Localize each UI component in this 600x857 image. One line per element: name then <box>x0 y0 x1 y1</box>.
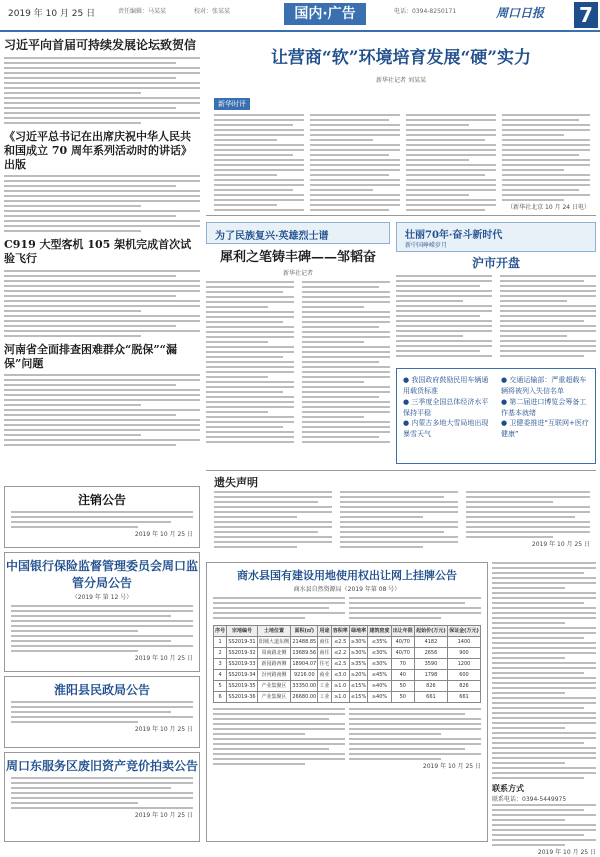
digest-item: ● 卫健委推进“互联网+医疗健康” <box>501 419 589 439</box>
lost-notices <box>206 470 596 560</box>
issue-date: 2019 年 10 月 25 日 <box>8 9 96 19</box>
land-table-cell: 50 <box>391 691 414 702</box>
land-table-cell: 住宅 <box>318 658 331 669</box>
cancellation-title: 注销公告 <box>77 493 126 507</box>
lost-date: 2019 年 10 月 25 日 <box>531 541 590 548</box>
land-table-header: 建筑密度 <box>368 625 391 636</box>
civil-date: 2019 年 10 月 25 日 <box>134 726 193 733</box>
land-table-cell: SS2019-36 <box>227 691 258 702</box>
land-table-cell: 661 <box>414 691 447 702</box>
land-table-header: 面积(㎡) <box>291 625 318 636</box>
land-table-cell: 1400 <box>447 636 480 647</box>
newspaper-brand: 周口日报 <box>496 6 545 20</box>
right-bottom-notices <box>492 562 596 856</box>
contact-phone: 联系电话：0394-5449975 <box>492 796 567 803</box>
land-table-cell: 1200 <box>447 658 480 669</box>
land-notice <box>206 562 488 842</box>
story3-title: C919 大型客机 105 架机完成首次试验飞行 <box>4 238 192 265</box>
land-table-cell: 4 <box>214 669 227 680</box>
civil-affairs-notice <box>4 676 200 748</box>
land-table-cell: 商住 <box>318 647 331 658</box>
main-byline: 新华社记者 刘某某 <box>376 77 426 85</box>
land-table-cell: 661 <box>447 691 480 702</box>
land-intro-col1 <box>213 597 345 622</box>
land-table-cell: 40/70 <box>391 636 414 647</box>
story4-title: 河南省全面排查困难群众“脱保”“漏保”问题 <box>4 342 177 370</box>
land-table-cell: 2 <box>214 647 227 658</box>
land-table-cell: ≤2.2 <box>331 647 349 658</box>
land-table-cell: 商业 <box>318 669 331 680</box>
main-col4 <box>502 114 590 212</box>
land-table-cell: 900 <box>447 647 480 658</box>
land-table-cell: ≤3.0 <box>331 669 349 680</box>
heroes-banner-text: 为了民族复兴·英雄烈士谱 <box>215 231 329 242</box>
land-table-cell: 6 <box>214 691 227 702</box>
digest-col1 <box>403 375 493 440</box>
land-table-cell: ≤2.5 <box>331 658 349 669</box>
city-banner <box>396 222 596 252</box>
heroes-banner <box>206 222 390 244</box>
land-table-cell: 2656 <box>414 647 447 658</box>
digest-item: ● 第二届进口博览会筹备工作基本就绪 <box>501 397 587 417</box>
bank-subtitle: （2019 年 第 12 号） <box>71 594 133 601</box>
city-story <box>396 254 596 364</box>
land-table-cell: 9216.00 <box>291 669 318 680</box>
land-table-header: 容积率 <box>331 625 349 636</box>
city-col2 <box>500 275 596 360</box>
land-title: 商水县国有建设用地使用权出让网上挂牌公告 <box>237 569 457 582</box>
land-table-cell: ≥35% <box>349 658 368 669</box>
cancellation-notice <box>4 486 200 548</box>
land-table-cell: SS2019-34 <box>227 669 258 680</box>
news-digest <box>396 368 596 464</box>
land-table-cell: SS2019-32 <box>227 647 258 658</box>
land-table-cell: ≥40% <box>368 680 391 691</box>
land-table-cell: 18904.07 <box>291 658 318 669</box>
land-table-cell: 26680.00 <box>291 691 318 702</box>
land-table-cell: 826 <box>414 680 447 691</box>
land-table-row <box>214 647 481 658</box>
land-table-cell: ≥40% <box>368 691 391 702</box>
land-rules-col1 <box>213 708 345 768</box>
land-table-cell: 新园路西侧 <box>257 658 290 669</box>
land-table-cell: 产业集聚区 <box>257 680 290 691</box>
auction-title: 周口东服务区废旧资产竞价拍卖公告 <box>5 759 198 773</box>
land-table-cell: SS2019-35 <box>227 680 258 691</box>
land-date: 2019 年 10 月 25 日 <box>422 762 481 770</box>
lost-col1 <box>214 491 332 551</box>
land-table-cell: 工业 <box>318 680 331 691</box>
civil-title: 淮阳县民政局公告 <box>53 683 150 697</box>
auction-notice <box>4 752 200 842</box>
land-table-row <box>214 680 481 691</box>
main-date-note: （新华社北京 10 月 24 日电） <box>507 204 590 211</box>
land-rules-col2 <box>349 708 481 771</box>
main-col1 <box>214 114 304 214</box>
land-table-cell: 周商路北侧 <box>257 647 290 658</box>
land-table-cell: 阳城大道东侧 <box>257 636 290 647</box>
land-table-cell: ≤2.5 <box>331 636 349 647</box>
land-table-row <box>214 658 481 669</box>
land-table-cell: 40/70 <box>391 647 414 658</box>
land-table-cell: ≤15% <box>349 680 368 691</box>
land-table-cell: ≤45% <box>368 669 391 680</box>
page-number: 7 <box>574 2 598 28</box>
land-table-cell: 4182 <box>414 636 447 647</box>
land-table-cell: 工业 <box>318 691 331 702</box>
contact-date: 2019 年 10 月 25 日 <box>537 848 596 856</box>
digest-item: ● 三季度全国总体经济水平保持平稳 <box>403 397 489 417</box>
digest-item: ● 我国政府鼓励民用车辆通用载货标准 <box>403 376 489 395</box>
land-table-cell: 600 <box>447 669 480 680</box>
heroes-story <box>206 246 390 464</box>
land-table-cell: ≤35% <box>368 636 391 647</box>
land-table-cell: 826 <box>447 680 480 691</box>
land-table-cell: ≤15% <box>349 691 368 702</box>
land-table-cell: 5 <box>214 680 227 691</box>
contact-title: 联系方式 <box>492 784 524 793</box>
column-tag: 新华时评 <box>214 98 250 110</box>
heroes-col2 <box>302 281 390 446</box>
city-banner-sub: 新中国峥嵘岁月 <box>405 242 448 249</box>
page-header <box>0 0 600 32</box>
land-table-row <box>214 669 481 680</box>
cancellation-date: 2019 年 10 月 25 日 <box>134 531 193 538</box>
lost-col2 <box>340 491 458 551</box>
land-table-cell: 13689.56 <box>291 647 318 658</box>
land-table-cell: 3590 <box>414 658 447 669</box>
land-table-cell: 40 <box>391 669 414 680</box>
land-table-header: 出让年限 <box>391 625 414 636</box>
land-table-cell: ≥1.0 <box>331 680 349 691</box>
land-table-cell: 70 <box>391 658 414 669</box>
land-table-cell: ≥1.0 <box>331 691 349 702</box>
land-table <box>213 625 481 703</box>
bank-date: 2019 年 10 月 25 日 <box>134 654 193 662</box>
digest-item: ● 交通运输部：严重超载车辆将被列入失信名单 <box>501 376 587 395</box>
land-table-cell: 产业集聚区 <box>257 691 290 702</box>
land-table-cell: ≥20% <box>349 669 368 680</box>
land-table-cell: 1 <box>214 636 227 647</box>
land-table-cell: SS2019-33 <box>227 658 258 669</box>
hotline: 电话：0394-8250171 <box>394 8 457 15</box>
main-story <box>206 38 596 216</box>
auction-date: 2019 年 10 月 25 日 <box>134 812 193 819</box>
bank-notice <box>4 552 200 672</box>
land-table-header: 用途 <box>318 625 331 636</box>
city-banner-text: 壮丽70年·奋斗新时代 <box>405 230 503 241</box>
heroes-byline: 新华社记者 <box>282 270 313 278</box>
story2-title: 《习近平总书记在出席庆祝中华人民共和国成立 70 周年系列活动时的讲话》出版 <box>4 130 192 171</box>
land-table-header: 宗地编号 <box>227 625 258 636</box>
land-table-cell: 3 <box>214 658 227 669</box>
main-col3 <box>406 114 496 214</box>
land-table-cell: ≤30% <box>368 647 391 658</box>
digest-item: ● 内蒙古多地大雪局地出现暴雪天气 <box>403 419 489 439</box>
digest-col2 <box>501 375 591 440</box>
land-table-cell: 21488.85 <box>291 636 318 647</box>
land-table-cell: 50 <box>391 680 414 691</box>
land-table-row <box>214 636 481 647</box>
land-table-cell: ≥30% <box>349 647 368 658</box>
city-col1 <box>396 275 492 360</box>
land-subtitle: 商水县自然资源局（2019 年第 08 号） <box>293 586 401 593</box>
heroes-col1 <box>206 281 294 446</box>
land-table-header: 保证金(万元) <box>447 625 480 636</box>
land-table-row <box>214 691 481 702</box>
land-table-header: 序号 <box>214 625 227 636</box>
story4-body <box>4 374 200 446</box>
city-title: 沪市开盘 <box>471 256 520 270</box>
story2-body <box>4 175 200 232</box>
story1-body <box>4 57 200 124</box>
land-table-cell: 汾河路南侧 <box>257 669 290 680</box>
land-table-header: 土地位置 <box>257 625 290 636</box>
main-col2 <box>310 114 400 214</box>
section-title: 国内·广告 <box>284 3 366 25</box>
editor-credit: 责任编辑：马某某 <box>118 8 167 15</box>
main-headline: 让营商“软”环境培育发展“硬”实力 <box>270 48 532 68</box>
land-intro-col2 <box>349 597 481 622</box>
land-table-cell: ≥30% <box>349 636 368 647</box>
land-table-header: 起始价(万元) <box>414 625 447 636</box>
proof-credit: 校对：张某某 <box>194 8 231 15</box>
story1-title: 习近平向首届可持续发展论坛致贺信 <box>4 38 197 52</box>
land-table-header: 绿地率 <box>349 625 368 636</box>
heroes-title: 犀利之笔铸丰碑——邹韬奋 <box>219 250 376 265</box>
bank-title: 中国银行保险监督管理委员会周口监管分局公告 <box>5 559 198 590</box>
land-table-cell: 商住 <box>318 636 331 647</box>
land-table-cell: ≤30% <box>368 658 391 669</box>
lost-title: 遗失声明 <box>214 476 258 489</box>
land-table-cell: 1798 <box>414 669 447 680</box>
story3-body <box>4 270 200 337</box>
land-table-cell: 33350.00 <box>291 680 318 691</box>
lost-col3 <box>466 491 590 549</box>
land-table-cell: SS2019-31 <box>227 636 258 647</box>
